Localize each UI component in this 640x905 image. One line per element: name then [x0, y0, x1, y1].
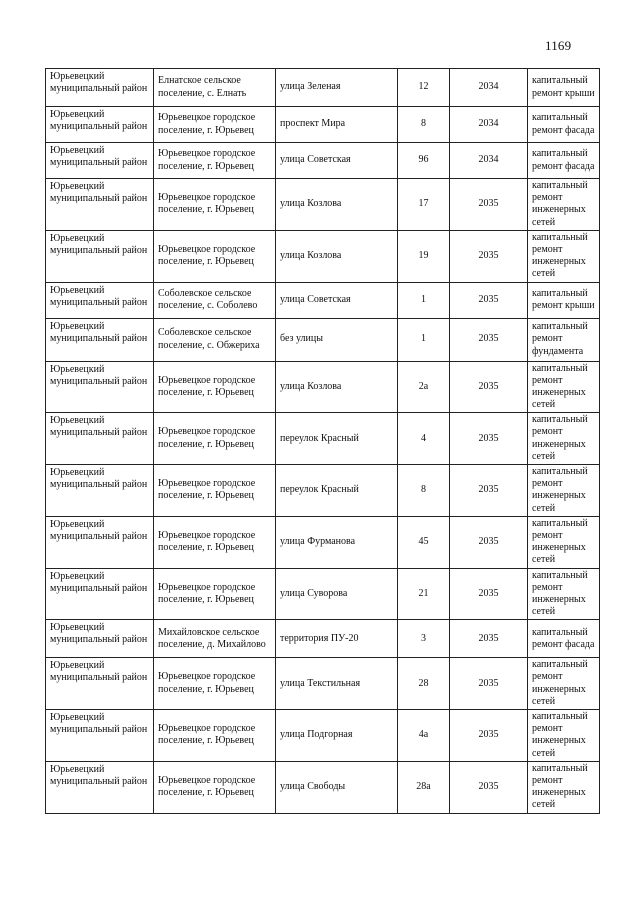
table-row: [46, 69, 600, 107]
street-cell: улица Подгорная: [276, 710, 398, 762]
year-cell: 2035: [450, 318, 528, 361]
page-number: 1169: [545, 38, 572, 53]
year-cell: 2034: [450, 69, 528, 107]
work-type-cell: капитальный ремонт инженерных сетей: [528, 361, 600, 413]
year-cell: 2035: [450, 710, 528, 762]
work-type-cell: капитальный ремонт фасада: [528, 620, 600, 658]
house-number-cell: 8: [398, 465, 450, 517]
house-number-cell: 21: [398, 568, 450, 620]
year-cell: 2034: [450, 143, 528, 179]
work-type-cell: капитальный ремонт фасада: [528, 143, 600, 179]
house-number-cell: 28: [398, 658, 450, 710]
work-type-cell: капитальный ремонт инженерных сетей: [528, 230, 600, 282]
house-number-cell: 28а: [398, 761, 450, 813]
year-cell: 2035: [450, 179, 528, 231]
house-number-cell: 4а: [398, 710, 450, 762]
street-cell: улица Свободы: [276, 761, 398, 813]
municipality-cell: Юрьевецкий муниципальный район: [46, 761, 154, 813]
table-row: [46, 568, 600, 620]
house-number-cell: 12: [398, 69, 450, 107]
municipality-cell: Юрьевецкий муниципальный район: [46, 413, 154, 465]
municipality-cell: Юрьевецкий муниципальный район: [46, 143, 154, 179]
work-type-cell: капитальный ремонт инженерных сетей: [528, 413, 600, 465]
house-number-cell: 1: [398, 282, 450, 318]
table-body: [46, 69, 600, 814]
year-cell: 2035: [450, 516, 528, 568]
table-row: [46, 465, 600, 517]
municipality-cell: Юрьевецкий муниципальный район: [46, 282, 154, 318]
municipality-cell: Юрьевецкий муниципальный район: [46, 568, 154, 620]
municipality-cell: Юрьевецкий муниципальный район: [46, 658, 154, 710]
settlement-cell: Юрьевецкое городское поселение, г. Юрьевец: [154, 107, 276, 143]
settlement-cell: Юрьевецкое городское поселение, г. Юрьевец: [154, 516, 276, 568]
year-cell: 2035: [450, 282, 528, 318]
year-cell: 2035: [450, 465, 528, 517]
house-number-cell: 2а: [398, 361, 450, 413]
table-row: [46, 710, 600, 762]
work-type-cell: капитальный ремонт инженерных сетей: [528, 465, 600, 517]
work-type-cell: капитальный ремонт инженерных сетей: [528, 516, 600, 568]
settlement-cell: Юрьевецкое городское поселение, г. Юрьевец: [154, 230, 276, 282]
year-cell: 2034: [450, 107, 528, 143]
street-cell: переулок Красный: [276, 465, 398, 517]
street-cell: переулок Красный: [276, 413, 398, 465]
table-row: [46, 107, 600, 143]
work-type-cell: капитальный ремонт инженерных сетей: [528, 568, 600, 620]
house-number-cell: 8: [398, 107, 450, 143]
settlement-cell: Соболевское сельское поселение, с. Обжериха: [154, 318, 276, 361]
street-cell: улица Козлова: [276, 361, 398, 413]
work-type-cell: капитальный ремонт крыши: [528, 282, 600, 318]
settlement-cell: Юрьевецкое городское поселение, г. Юрьевец: [154, 413, 276, 465]
house-number-cell: 4: [398, 413, 450, 465]
table-row: [46, 179, 600, 231]
street-cell: проспект Мира: [276, 107, 398, 143]
work-type-cell: капитальный ремонт инженерных сетей: [528, 761, 600, 813]
settlement-cell: Юрьевецкое городское поселение, г. Юрьевец: [154, 143, 276, 179]
house-number-cell: 45: [398, 516, 450, 568]
settlement-cell: Соболевское сельское поселение, с. Соболево: [154, 282, 276, 318]
street-cell: улица Зеленая: [276, 69, 398, 107]
street-cell: улица Суворова: [276, 568, 398, 620]
house-number-cell: 3: [398, 620, 450, 658]
settlement-cell: Юрьевецкое городское поселение, г. Юрьевец: [154, 710, 276, 762]
table-row: [46, 361, 600, 413]
work-type-cell: капитальный ремонт фундамента: [528, 318, 600, 361]
year-cell: 2035: [450, 620, 528, 658]
settlement-cell: Михайловское сельское поселение, д. Михайлово: [154, 620, 276, 658]
house-number-cell: 1: [398, 318, 450, 361]
table-row: [46, 230, 600, 282]
settlement-cell: Юрьевецкое городское поселение, г. Юрьевец: [154, 465, 276, 517]
year-cell: 2035: [450, 413, 528, 465]
repair-schedule-table: [45, 68, 600, 814]
municipality-cell: Юрьевецкий муниципальный район: [46, 516, 154, 568]
work-type-cell: капитальный ремонт фасада: [528, 107, 600, 143]
street-cell: улица Фурманова: [276, 516, 398, 568]
street-cell: территория ПУ-20: [276, 620, 398, 658]
work-type-cell: капитальный ремонт инженерных сетей: [528, 179, 600, 231]
table-row: [46, 282, 600, 318]
settlement-cell: Юрьевецкое городское поселение, г. Юрьевец: [154, 658, 276, 710]
street-cell: улица Текстильная: [276, 658, 398, 710]
settlement-cell: Юрьевецкое городское поселение, г. Юрьевец: [154, 179, 276, 231]
year-cell: 2035: [450, 761, 528, 813]
year-cell: 2035: [450, 568, 528, 620]
street-cell: улица Советская: [276, 282, 398, 318]
municipality-cell: Юрьевецкий муниципальный район: [46, 710, 154, 762]
street-cell: без улицы: [276, 318, 398, 361]
street-cell: улица Козлова: [276, 179, 398, 231]
table-row: [46, 318, 600, 361]
table-row: [46, 658, 600, 710]
settlement-cell: Елнатское сельское поселение, с. Елнать: [154, 69, 276, 107]
municipality-cell: Юрьевецкий муниципальный район: [46, 179, 154, 231]
settlement-cell: Юрьевецкое городское поселение, г. Юрьевец: [154, 761, 276, 813]
settlement-cell: Юрьевецкое городское поселение, г. Юрьевец: [154, 568, 276, 620]
house-number-cell: 19: [398, 230, 450, 282]
table-row: [46, 413, 600, 465]
work-type-cell: капитальный ремонт инженерных сетей: [528, 658, 600, 710]
municipality-cell: Юрьевецкий муниципальный район: [46, 318, 154, 361]
year-cell: 2035: [450, 361, 528, 413]
work-type-cell: капитальный ремонт инженерных сетей: [528, 710, 600, 762]
house-number-cell: 17: [398, 179, 450, 231]
table-row: [46, 761, 600, 813]
year-cell: 2035: [450, 230, 528, 282]
municipality-cell: Юрьевецкий муниципальный район: [46, 230, 154, 282]
street-cell: улица Советская: [276, 143, 398, 179]
municipality-cell: Юрьевецкий муниципальный район: [46, 69, 154, 107]
municipality-cell: Юрьевецкий муниципальный район: [46, 620, 154, 658]
table-row: [46, 143, 600, 179]
settlement-cell: Юрьевецкое городское поселение, г. Юрьевец: [154, 361, 276, 413]
table-row: [46, 620, 600, 658]
table-row: [46, 516, 600, 568]
street-cell: улица Козлова: [276, 230, 398, 282]
work-type-cell: капитальный ремонт крыши: [528, 69, 600, 107]
house-number-cell: 96: [398, 143, 450, 179]
municipality-cell: Юрьевецкий муниципальный район: [46, 107, 154, 143]
municipality-cell: Юрьевецкий муниципальный район: [46, 361, 154, 413]
year-cell: 2035: [450, 658, 528, 710]
municipality-cell: Юрьевецкий муниципальный район: [46, 465, 154, 517]
